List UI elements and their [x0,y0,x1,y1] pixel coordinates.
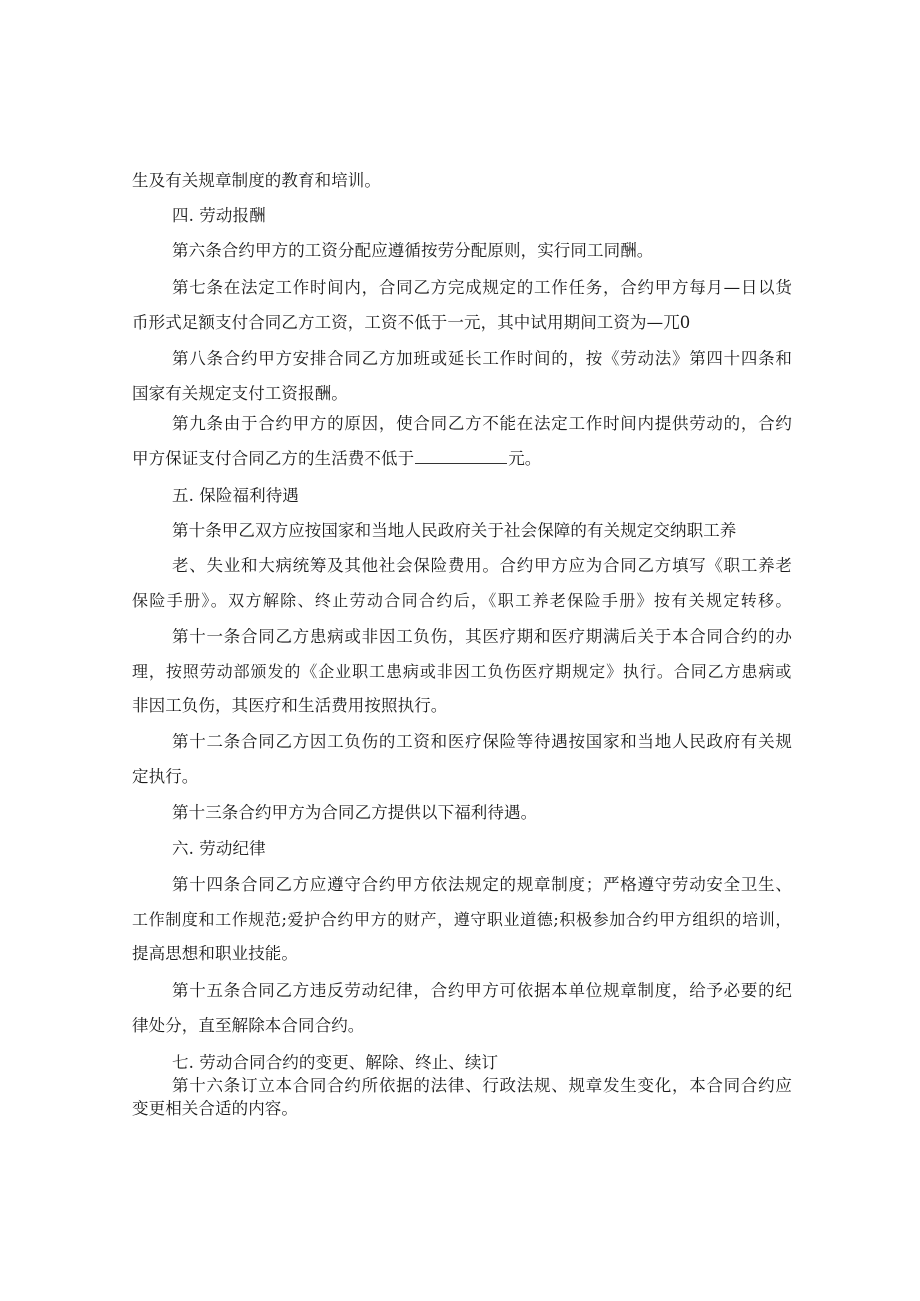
text-line: 第九条由于合约甲方的原因，使合同乙方不能在法定工作时间内提供劳动的，合约 [172,414,792,433]
text-line: 第八条合约甲方安排合同乙方加班或延长工作时间的，按《劳动法》第四十四条和 [172,349,792,368]
section-heading: 六. 劳动纪律 [172,839,266,858]
text-segment: 甲方保证支付合同乙方的生活费不低于 [132,449,415,468]
section-heading: 四. 劳动报酬 [172,206,266,225]
text-line: 第十六条订立本合同合约所依据的法律、行政法规、规章发生变化，本合同合约应 [172,1076,792,1095]
text-line: 提高思想和职业技能。 [132,944,298,963]
text-line: 第十五条合同乙方违反劳动纪律，合约甲方可依据本单位规章制度，给予必要的纪 [172,981,792,1000]
text-line: 国家有关规定支付工资报酬。 [132,384,348,403]
text-line: 保险手册》。双方解除、终止劳动合同合约后，《职工养老保险手册》按有关规定转移。 [132,591,792,610]
text-line: 变更相关合适的内容。 [132,1099,298,1118]
text-line: 理，按照劳动部颁发的《企业职工患病或非因工负伤医疗期规定》执行。合同乙方患病或 [132,662,792,681]
text-line: 定执行。 [132,767,199,786]
text-line: 第十条甲乙双方应按国家和当地人民政府关于社会保障的有关规定交纳职工养 [172,521,737,540]
text-line: 第七条在法定工作时间内，合同乙方完成规定的工作任务，合约甲方每月—日以货 [172,278,792,297]
text-line: 律处分，直至解除本合同合约。 [132,1016,365,1035]
text-line: 第十四条合同乙方应遵守合约甲方依法规定的规章制度；严格遵守劳动安全卫生、 [172,875,792,894]
fill-in-blank [415,449,507,464]
text-line-with-blank [132,448,792,470]
text-line: 第十一条合同乙方患病或非因工负伤，其医疗期和医疗期满后关于本合同合约的办 [172,627,792,646]
text-line: 生及有关规章制度的教育和培训。 [132,171,381,190]
text-line: 第十三条合约甲方为合同乙方提供以下福利待遇。 [172,803,538,822]
text-line: 非因工负伤，其医疗和生活费用按照执行。 [132,696,448,715]
text-line: 工作制度和工作规范;爱护合约甲方的财产，遵守职业道德;积极参加合约甲方组织的培训， [132,910,792,929]
section-heading: 五. 保险福利待遇 [172,486,299,505]
text-line: 第六条合约甲方的工资分配应遵循按劳分配原则，实行同工同酬。 [172,241,654,260]
text-line: 老、失业和大病统筹及其他社会保险费用。合约甲方应为合同乙方填写《职工养老 [172,556,792,575]
text-line: 第十二条合同乙方因工负伤的工资和医疗保险等待遇按国家和当地人民政府有关规 [172,732,792,751]
text-line: 币形式足额支付合同乙方工资，工资不低于一元，其中试用期间工资为—兀0 [132,313,691,332]
section-heading: 七. 劳动合同合约的变更、解除、终止、续订 [172,1053,499,1072]
text-segment: 元。 [508,449,542,468]
